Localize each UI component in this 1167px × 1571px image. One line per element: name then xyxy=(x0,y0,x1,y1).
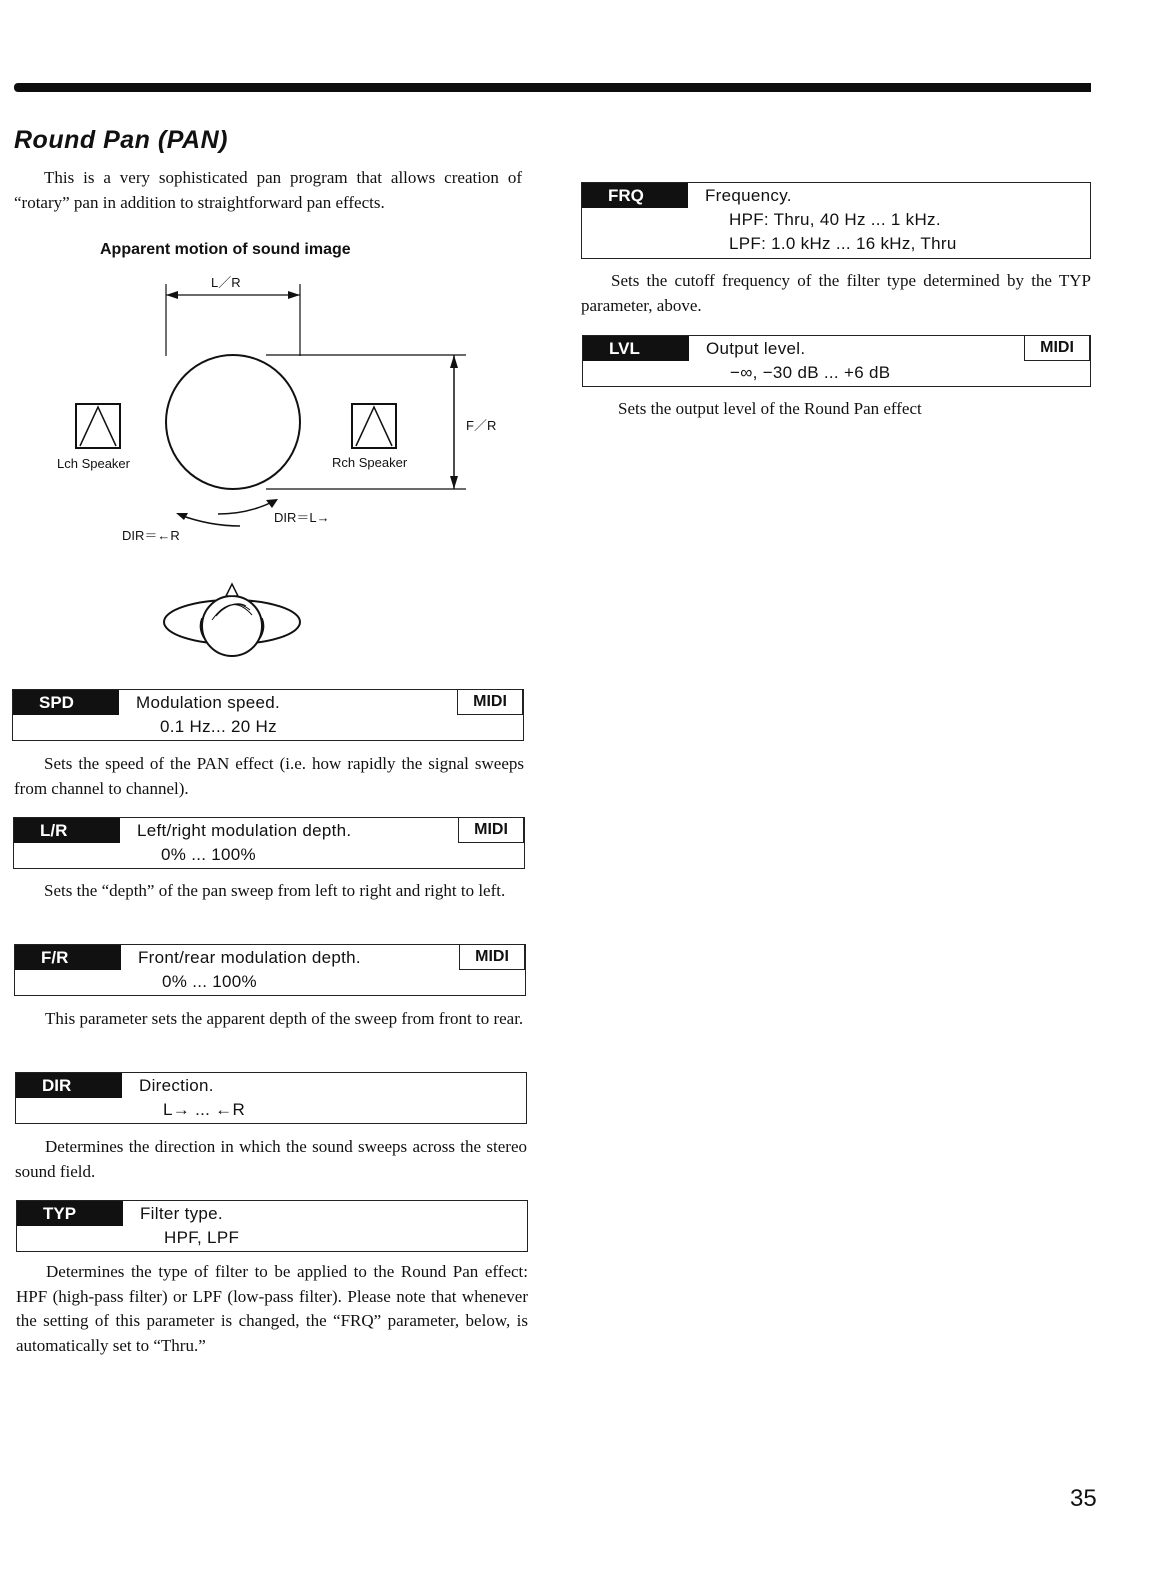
param-box-typ xyxy=(16,1200,528,1252)
lch-speaker-icon xyxy=(76,404,120,448)
param-box-lvl xyxy=(582,335,1091,387)
param-range-typ: HPF, LPF xyxy=(164,1228,240,1247)
param-tag-dir: DIR xyxy=(16,1073,122,1098)
dir-l-arrow xyxy=(218,500,276,514)
param-range-lvl: −∞, −30 dB ... +6 dB xyxy=(730,363,891,382)
figure-caption: Apparent motion of sound image xyxy=(100,241,351,258)
param-title-lr: Left/right modulation depth. xyxy=(137,821,352,840)
param-range-lr: 0% ... 100% xyxy=(161,845,256,864)
param-description-fr: This parameter sets the apparent depth of the sweep from front to rear. xyxy=(45,1009,524,1028)
param-description-spd: Sets the speed of the PAN effect (i.e. how rapidly the signal sweeps from channel to channel). xyxy=(14,754,524,798)
midi-badge-lr: MIDI xyxy=(458,817,524,843)
rch-speaker-icon xyxy=(352,404,396,448)
lch-speaker-label: Lch Speaker xyxy=(57,456,130,471)
param-box-fr xyxy=(14,944,526,996)
param-title-spd: Modulation speed. xyxy=(136,693,281,712)
dir-r-arrow xyxy=(180,515,240,526)
param-box-dir xyxy=(15,1072,527,1124)
param-range-dir: L→ ... ←R xyxy=(163,1100,246,1119)
param-range-spd: 0.1 Hz... 20 Hz xyxy=(160,717,277,736)
param-title-typ: Filter type. xyxy=(140,1204,223,1223)
param-description-dir: Determines the direction in which the sound sweeps across the stereo sound field. xyxy=(15,1137,527,1181)
param-description-lvl: Sets the output level of the Round Pan effect xyxy=(618,399,922,418)
param-tag-typ: TYP xyxy=(17,1201,123,1226)
param-box-spd xyxy=(12,689,524,741)
param-box-lr xyxy=(13,817,525,869)
listener-head-icon xyxy=(164,584,300,656)
param-title-fr: Front/rear modulation depth. xyxy=(138,948,361,967)
param-range-fr: 0% ... 100% xyxy=(162,972,257,991)
param-tag-lvl: LVL xyxy=(583,336,689,361)
lr-dimension-label: L／R xyxy=(211,275,241,290)
param-tag-spd: SPD xyxy=(13,690,119,715)
dir-l-label: DIR＝L→ xyxy=(274,510,330,525)
intro-paragraph: This is a very sophisticated pan program that allows creation of “rotary” pan in addition to straightforward pan effects. xyxy=(14,168,522,212)
param-title-lvl: Output level. xyxy=(706,339,806,358)
param-range-frq-lpf: LPF: 1.0 kHz ... 16 kHz, Thru xyxy=(729,234,957,253)
rch-speaker-label: Rch Speaker xyxy=(332,455,408,470)
param-tag-frq: FRQ xyxy=(582,183,688,208)
midi-badge-lvl: MIDI xyxy=(1024,335,1090,361)
param-description-lr: Sets the “depth” of the pan sweep from left to right and right to left. xyxy=(44,881,506,900)
param-box-frq xyxy=(581,182,1091,259)
fr-dimension-label: F／R xyxy=(466,418,497,433)
midi-badge-spd: MIDI xyxy=(457,689,523,715)
section-title: Round Pan (PAN) xyxy=(14,126,228,154)
param-description-frq: Sets the cutoff frequency of the filter type determined by the TYP parameter, above. xyxy=(581,271,1091,315)
param-title-dir: Direction. xyxy=(139,1076,214,1095)
param-tag-fr: F/R xyxy=(15,945,121,970)
param-range-frq-hpf: HPF: Thru, 40 Hz ... 1 kHz. xyxy=(729,210,941,229)
dir-r-label: DIR＝←R xyxy=(122,528,180,543)
param-description-typ: Determines the type of filter to be applied to the Round Pan effect: HPF (high-pass filter) or LPF (low-pass filter). Please note that whenever the setting of this parameter is changed, the “FRQ” parameter, below, is automatically set to “Thru.” xyxy=(16,1262,528,1355)
midi-badge-fr: MIDI xyxy=(459,944,525,970)
param-tag-lr: L/R xyxy=(14,818,120,843)
header-rule xyxy=(14,83,1091,92)
param-title-frq: Frequency. xyxy=(705,186,792,205)
page-number: 35 xyxy=(1070,1485,1097,1512)
sound-image-diagram xyxy=(40,270,520,670)
